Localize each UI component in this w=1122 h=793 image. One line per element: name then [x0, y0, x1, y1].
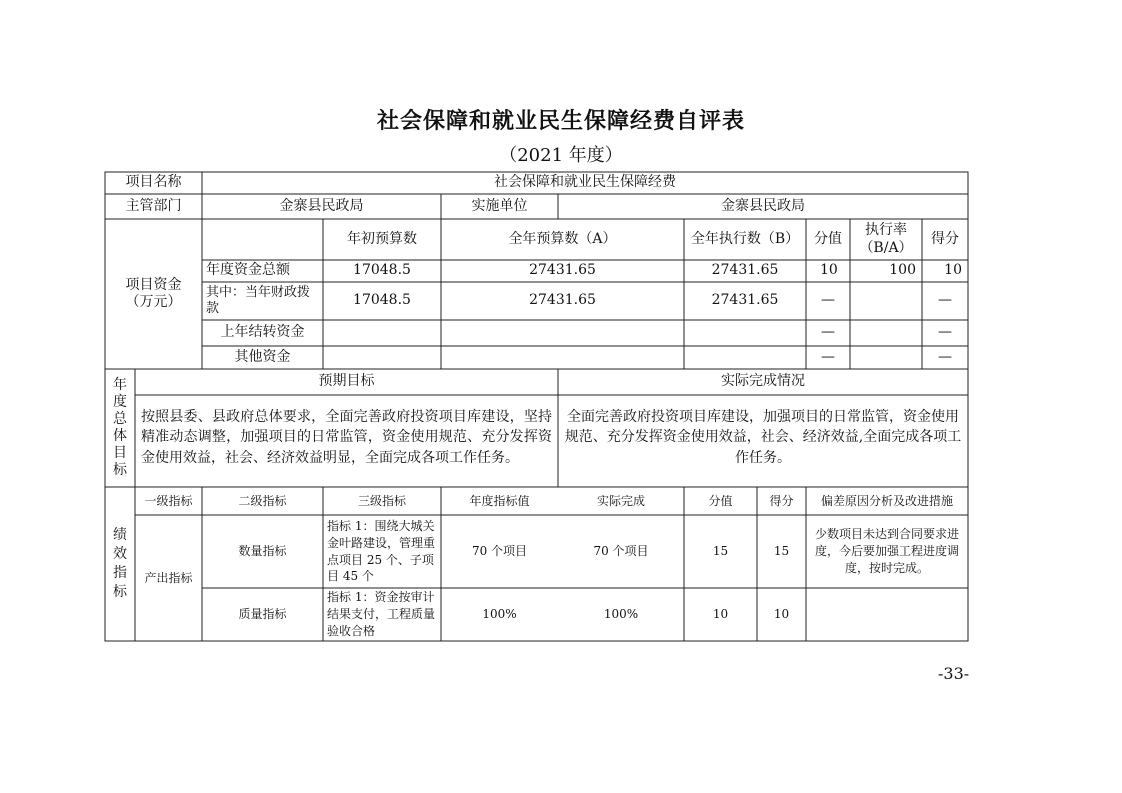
expected-goal-text: 按照县委、县政府总体要求，全面完善政府投资项目库建设，坚持精准动态调整，加强项目的日常监管，资金使用规范、充分发挥资金使用效益，社会、经济效益明显，全面完成各项工作任务。: [141, 409, 552, 466]
perf-row-level3: 指标 1：围绕大城关金叶路建设，管理重点项目 25 个、子项目 45 个: [327, 518, 436, 584]
perf-row-deviation: [806, 588, 968, 641]
funds-row-label: 年度资金总额: [206, 262, 290, 279]
header-actual: 实际完成: [596, 493, 645, 508]
dept-value: 金寨县民政局: [279, 197, 364, 214]
perf-row-level2: 数量指标: [238, 544, 287, 558]
perf-row-value: 10: [712, 607, 729, 621]
project-name-value: 社会保障和就业民生保障经费: [494, 174, 676, 191]
header-executed: 全年执行数（B）: [690, 230, 800, 247]
funds-row-initial: 17048.5: [353, 262, 411, 279]
perf-row-score: 10: [773, 607, 790, 621]
funds-row-value: —: [821, 348, 835, 365]
funds-row-rate: [850, 282, 922, 320]
perf-row-actual: 70 个项目: [593, 544, 649, 558]
expected-goal-header: 预期目标: [318, 373, 375, 390]
dept-label: 主管部门: [125, 197, 182, 214]
funds-row-full: 27431.65: [529, 262, 596, 279]
perf-row-deviation: 少数项目未达到合同要求进度，今后要加强工程进度调度，按时完成。: [814, 527, 959, 575]
funds-row-score: —: [938, 292, 952, 309]
header-execution-rate: 执行率（B/A）: [859, 222, 913, 256]
header-deviation: 偏差原因分析及改进措施: [820, 493, 953, 508]
annual-goal-label: 年度总体目标: [113, 376, 127, 479]
funds-row-label: 其中：当年财政拨款: [206, 284, 311, 316]
funds-row-rate: 100: [889, 262, 916, 279]
funds-label: 项目资金（万元）: [125, 276, 182, 310]
funds-row-value: —: [821, 292, 835, 309]
funds-row-initial: 17048.5: [353, 292, 411, 309]
actual-goal-header: 实际完成情况: [721, 373, 805, 390]
header-level2: 二级指标: [238, 493, 287, 508]
funds-row-label: 其他资金: [234, 348, 291, 365]
funds-row-rate: [850, 320, 922, 346]
header-full-budget: 全年预算数（A）: [508, 230, 617, 247]
funds-row-executed: 27431.65: [711, 292, 779, 309]
header-score-value: 分值: [814, 230, 842, 247]
funds-row-rate: [850, 346, 922, 369]
page-title: 社会保障和就业民生保障经费自评表: [376, 108, 745, 134]
funds-row-score: —: [938, 324, 952, 341]
header-perf-score: 得分: [769, 493, 794, 508]
actual-goal-text: 全面完善政府投资项目库建设，加强项目的日常监管，资金使用规范、充分发挥资金使用效益，社会、经济效益,全面完成各项工作任务。: [564, 409, 962, 466]
level1-output-indicator: 产出指标: [144, 570, 193, 585]
perf-row-level3: 指标 1：资金按审计结果支付，工程质量验收合格: [327, 590, 436, 638]
impl-value: 金寨县民政局: [721, 197, 805, 214]
funds-row-score: 10: [944, 262, 962, 279]
funds-row-value: 10: [820, 262, 838, 279]
perf-row-annual-value: 100%: [482, 607, 517, 621]
header-level1: 一级指标: [144, 493, 193, 508]
funds-row-executed: 27431.65: [711, 262, 779, 279]
header-annual-value: 年度指标值: [469, 493, 530, 508]
perf-row-level2: 质量指标: [238, 607, 287, 621]
funds-row-label: 上年结转资金: [220, 324, 305, 341]
page-number: -33-: [938, 664, 970, 683]
perf-row-value: 15: [712, 544, 729, 558]
header-perf-score-value: 分值: [708, 493, 733, 508]
perf-row-score: 15: [773, 544, 790, 558]
page-subtitle: （2021 年度）: [499, 145, 623, 166]
performance-label: 绩效指标: [113, 527, 127, 600]
funds-row-value: —: [821, 324, 835, 341]
funds-row-full: 27431.65: [529, 292, 596, 309]
project-name-label: 项目名称: [125, 174, 182, 191]
header-initial-budget: 年初预算数: [347, 230, 417, 247]
funds-row-score: —: [938, 348, 952, 365]
header-score: 得分: [931, 230, 959, 247]
perf-row-annual-value: 70 个项目: [471, 544, 528, 558]
perf-row-actual: 100%: [603, 607, 639, 621]
impl-label: 实施单位: [471, 197, 528, 214]
header-level3: 三级指标: [357, 493, 406, 508]
